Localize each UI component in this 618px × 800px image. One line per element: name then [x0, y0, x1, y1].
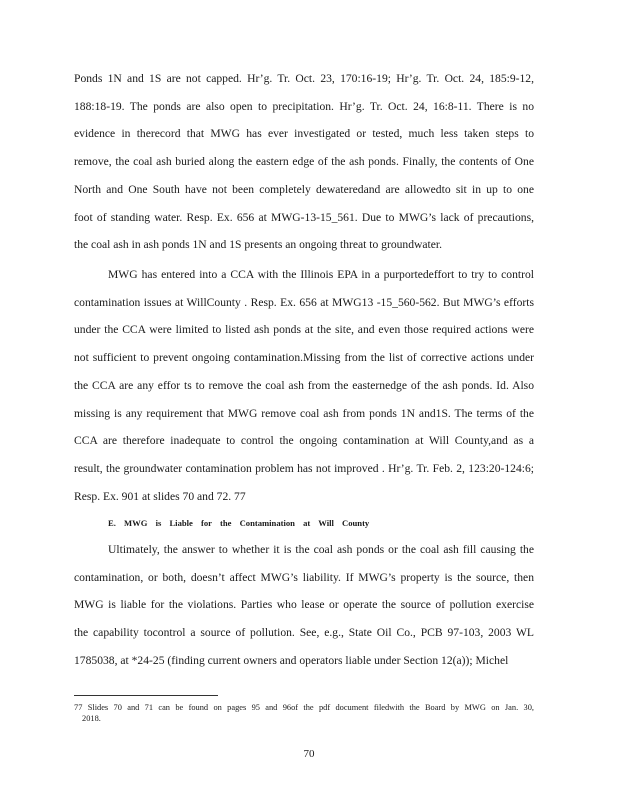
footnote-line: 2018.: [82, 714, 101, 723]
text-line: contamination, or both, doesn’t affect MWG’s liability. If MWG’s property is the source, then: [74, 570, 534, 584]
text-line: Ultimately, the answer to whether it is the coal ash ponds or the coal ash fill causing the: [108, 543, 534, 556]
text-line: foot of standing water. Resp. Ex. 656 at MWG-13-15_561. Due to MWG’s lack of precautions,: [74, 210, 534, 224]
text-line: North and One South have not been completely dewateredand are allowedto sit in up to one: [74, 182, 534, 196]
text-line: result, the groundwater contamination problem has not improved . Hr’g. Tr. Feb. 2, 123:20-124:6;: [74, 461, 534, 475]
section-heading: E. MWG is Liable for the Contamination at Will County: [108, 518, 370, 528]
text-line: missing is any requirement that MWG remove coal ash from ponds 1N and1S. The terms of the: [74, 406, 534, 420]
text-line: MWG is liable for the violations. Parties who lease or operate the source of pollution exercise: [74, 598, 534, 612]
text-line: not sufficient to prevent ongoing contamination.Missing from the list of corrective actions under: [74, 351, 534, 365]
footnote-separator: [74, 695, 218, 696]
footnote-line: 77 Slides 70 and 71 can be found on pages 95 and 96of the pdf document filedwith the Board by MWG on Jan. 30,: [74, 703, 534, 712]
text-line: evidence in therecord that MWG has ever investigated or tested, much less taken steps to: [74, 127, 534, 141]
text-line: the CCA are any effor ts to remove the coal ash from the easternedge of the ash ponds. Id. Also: [74, 378, 534, 392]
text-line: Resp. Ex. 901 at slides 70 and 72. 77: [74, 489, 246, 503]
text-line: 188:18-19. The ponds are also open to precipitation. Hr’g. Tr. Oct. 24, 16:8-11. There is no: [74, 99, 534, 113]
text-line: the coal ash in ash ponds 1N and 1S presents an ongoing threat to groundwater.: [74, 238, 443, 252]
text-line: the capability tocontrol a source of pollution. See, e.g., State Oil Co., PCB 97-103, 2003 WL: [74, 626, 534, 640]
text-line: under the CCA were limited to listed ash ponds at the site, and even those required actions were: [74, 323, 534, 337]
text-line: CCA are therefore inadequate to control the ongoing contamination at Will County,and as a: [74, 434, 534, 448]
text-line: MWG has entered into a CCA with the Illinois EPA in a purportedeffort to try to control: [108, 268, 534, 281]
page-number: 70: [303, 748, 315, 760]
text-line: Ponds 1N and 1S are not capped. Hr’g. Tr. Oct. 23, 170:16-19; Hr’g. Tr. Oct. 24, 185:9-12,: [74, 72, 534, 85]
text-line: 1785038, at *24-25 (finding current owners and operators liable under Section 12(a)); Michel: [74, 653, 509, 667]
text-line: remove, the coal ash buried along the eastern edge of the ash ponds. Finally, the contents of One: [74, 155, 534, 169]
text-line: contamination issues at WillCounty . Resp. Ex. 656 at MWG13 -15_560-562. But MWG’s efforts: [74, 295, 534, 309]
